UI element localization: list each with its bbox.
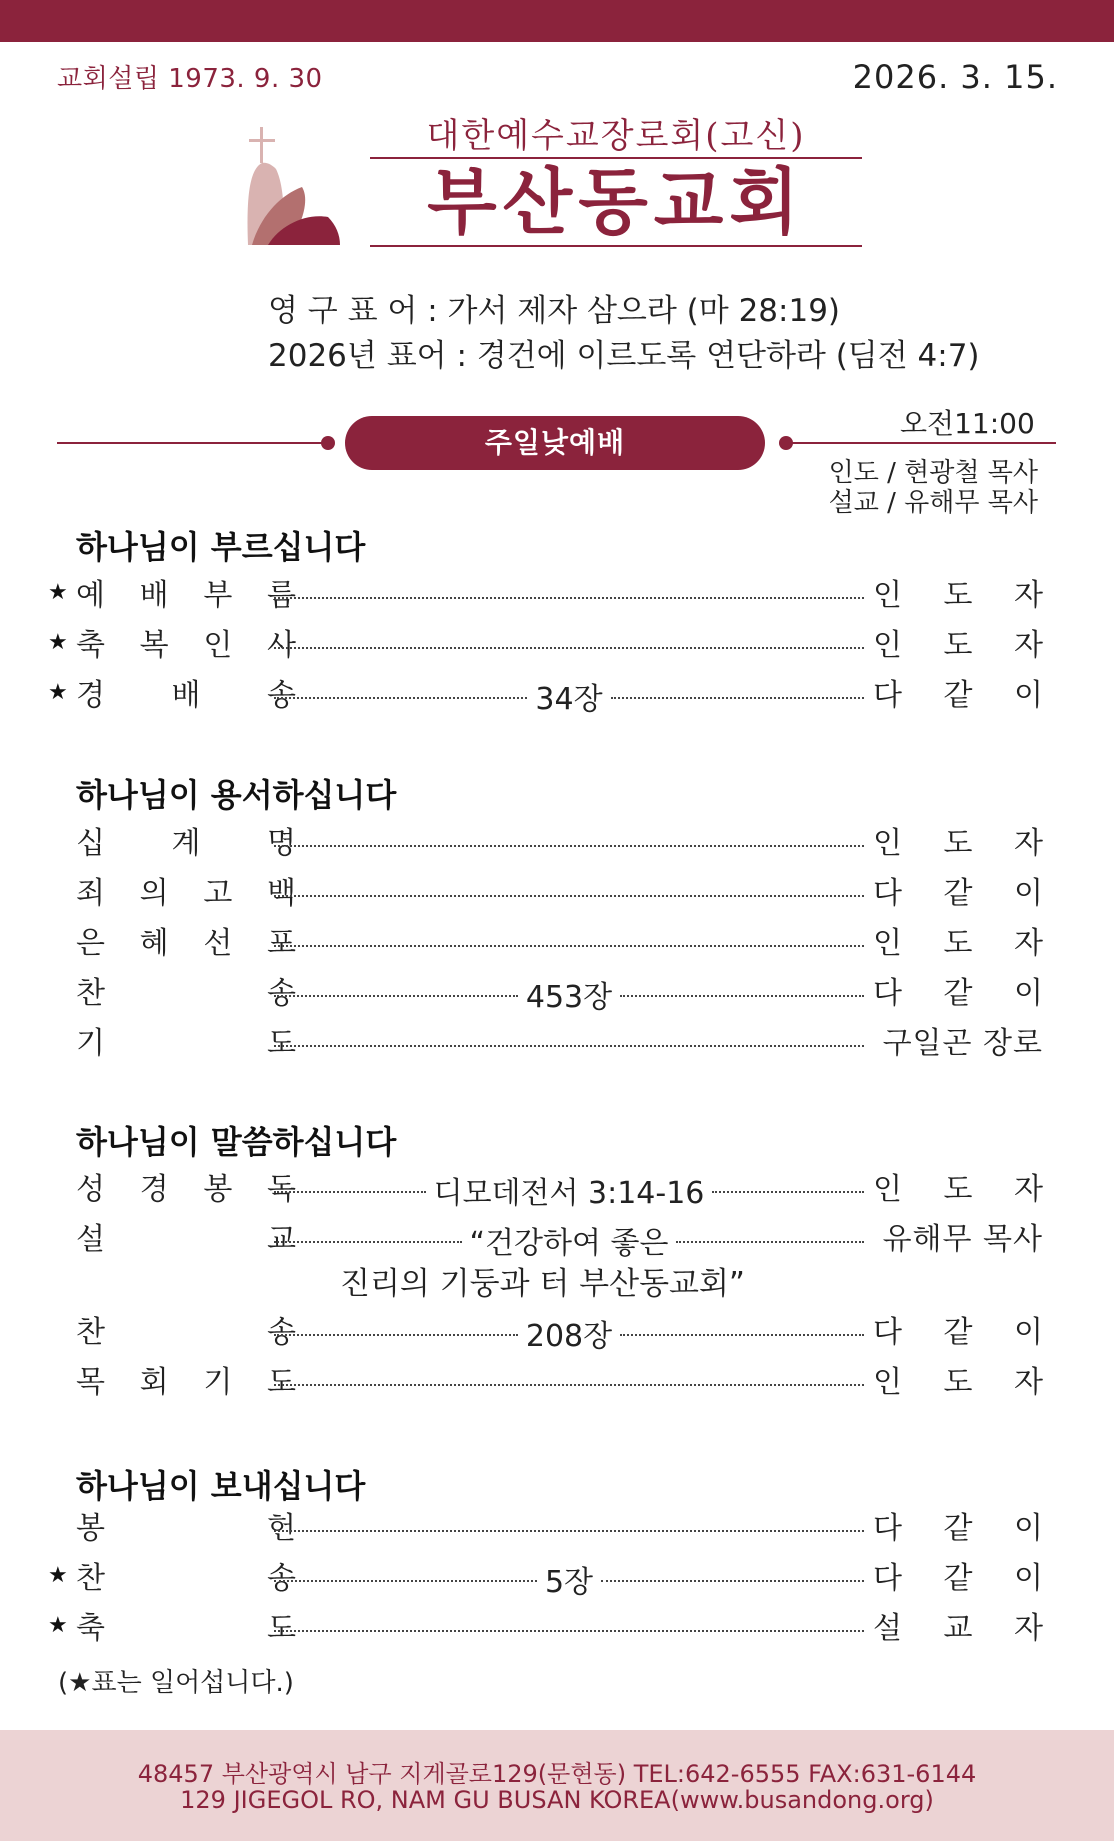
person-char: 다: [873, 1561, 902, 1596]
person-char: 도: [943, 826, 973, 861]
church-cross-logo-icon: [240, 125, 345, 250]
person-char: 인: [873, 578, 902, 613]
label-char: 도: [267, 1365, 296, 1400]
program-item-label: [76, 674, 296, 718]
person-char: 같: [943, 1315, 973, 1350]
person-char: 도: [943, 926, 973, 961]
section-title: 하나님이 말씀하십니다: [76, 1123, 397, 1161]
label-char: 축: [76, 1611, 105, 1646]
label-char: 계: [171, 826, 201, 861]
person-char: 인: [873, 628, 902, 663]
program-row: [48, 972, 1048, 1016]
divider: [370, 157, 862, 159]
program-row: [48, 1311, 1048, 1355]
label-char: 혜: [139, 926, 169, 961]
bulletin-date: 2026. 3. 15.: [852, 58, 1058, 96]
standing-star-icon: ★: [48, 580, 68, 605]
person-char: 이: [1014, 976, 1043, 1011]
person-char: 같: [943, 1561, 973, 1596]
person-char: 이: [1014, 1561, 1043, 1596]
person-char: 다: [873, 1511, 902, 1546]
label-char: 송: [267, 678, 296, 713]
program-item-person: [873, 1168, 1043, 1212]
program-item-person: [873, 822, 1043, 866]
dot-leader: [274, 822, 864, 866]
label-char: 경: [139, 1172, 169, 1207]
person-char: 자: [1014, 578, 1043, 613]
program-row: [48, 1507, 1048, 1551]
label-char: 인: [203, 628, 233, 663]
label-char: 축: [76, 628, 105, 663]
person-char: 같: [943, 876, 973, 911]
label-char: 명: [267, 826, 296, 861]
program-item-label: [76, 574, 296, 618]
person-char: 인: [873, 1365, 902, 1400]
person-char: 다: [873, 976, 902, 1011]
eternal-motto: 영 구 표 어 : 가서 제자 삼으라 (마 28:19): [268, 293, 841, 329]
label-char: 교: [267, 1222, 296, 1257]
program-row: [48, 1168, 1048, 1212]
divider: [57, 442, 327, 444]
program-row: [48, 1557, 1048, 1601]
person-char: 자: [1014, 1365, 1043, 1400]
label-char: 십: [76, 826, 105, 861]
person-char: 도: [943, 1365, 973, 1400]
person-char: 같: [943, 1511, 973, 1546]
section-title: 하나님이 용서하십니다: [76, 776, 397, 814]
sermon-title-continued: 진리의 기둥과 터 부산동교회”: [340, 1266, 745, 1302]
program-item-label: [76, 1218, 296, 1262]
person-char: 이: [1014, 678, 1043, 713]
label-char: 부: [203, 578, 233, 613]
program-row: [48, 1218, 1048, 1262]
program-row: [48, 872, 1048, 916]
program-item-person: [873, 624, 1043, 668]
label-char: 봉: [76, 1511, 105, 1546]
person-char: 도: [943, 578, 973, 613]
service-title: 주일낮예배: [345, 416, 765, 470]
program-row: [48, 1361, 1048, 1405]
label-char: 송: [267, 976, 296, 1011]
label-char: 포: [267, 926, 296, 961]
program-row: [48, 624, 1048, 668]
program-item-person: 유해무 목사: [882, 1222, 1043, 1257]
person-char: 도: [943, 628, 973, 663]
program-item-detail: 208장: [525, 1319, 613, 1354]
program-item-person: [873, 922, 1043, 966]
year-motto: 2026년 표어 : 경건에 이르도록 연단하라 (딤전 4:7): [268, 338, 980, 374]
program-item-person: [873, 1607, 1043, 1651]
person-char: 이: [1014, 876, 1043, 911]
dot-leader: [274, 972, 864, 1016]
person-char: 인: [873, 926, 902, 961]
dot-leader: [274, 1361, 864, 1405]
section-title: 하나님이 부르십니다: [76, 528, 366, 566]
program-item-label: [76, 1557, 296, 1601]
bullet-dot: [321, 436, 335, 450]
person-char: 자: [1014, 1611, 1043, 1646]
preacher-line: 설교 / 유해무 목사: [828, 488, 1038, 518]
label-char: 송: [267, 1315, 296, 1350]
label-char: 헌: [267, 1511, 296, 1546]
label-char: 선: [203, 926, 233, 961]
dot-leader: [274, 1168, 864, 1212]
label-char: 름: [267, 578, 296, 613]
label-char: 의: [139, 876, 169, 911]
person-char: 자: [1014, 1172, 1043, 1207]
program-row: [48, 922, 1048, 966]
program-item-detail: 453장: [525, 980, 613, 1015]
dot-leader: [274, 1557, 864, 1601]
label-char: 배: [171, 678, 201, 713]
dot-leader: [274, 1507, 864, 1551]
person-char: 인: [873, 1172, 902, 1207]
program-item-detail: 34장: [535, 682, 603, 717]
person-char: 다: [873, 678, 902, 713]
program-item-person: [873, 674, 1043, 718]
label-char: 설: [76, 1222, 105, 1257]
program-item-label: [76, 1022, 296, 1066]
standing-star-icon: ★: [48, 680, 68, 705]
presider-line: 인도 / 현광철 목사: [828, 458, 1038, 488]
dot-leader: [274, 574, 864, 618]
footer-address-en: 129 JIGEGOL RO, NAM GU BUSAN KOREA(www.busandong.org): [180, 1786, 934, 1814]
label-char: 독: [267, 1172, 296, 1207]
footer: [0, 1730, 1114, 1841]
label-char: 목: [76, 1365, 105, 1400]
dot-leader: [274, 872, 864, 916]
program-item-label: [76, 1311, 296, 1355]
person-char: 교: [943, 1611, 973, 1646]
person-char: 설: [873, 1611, 902, 1646]
program-row: [48, 1607, 1048, 1651]
program-item-person: [873, 574, 1043, 618]
label-char: 회: [139, 1365, 169, 1400]
founded-date: 교회설립 1973. 9. 30: [57, 64, 323, 94]
label-char: 성: [76, 1172, 105, 1207]
dot-leader: [274, 1607, 864, 1651]
divider: [786, 442, 1056, 444]
label-char: 복: [139, 628, 169, 663]
program-row: [48, 1022, 1048, 1066]
person-char: 같: [943, 678, 973, 713]
program-item-person: 구일곤 장로: [882, 1026, 1043, 1061]
program-item-label: [76, 624, 296, 668]
dot-leader: [274, 1022, 864, 1066]
program-item-label: [76, 822, 296, 866]
program-item-person: [873, 1557, 1043, 1601]
program-item-label: [76, 922, 296, 966]
program-item-label: [76, 972, 296, 1016]
person-char: 다: [873, 876, 902, 911]
program-item-detail: “건강하여 좋은: [469, 1226, 669, 1261]
standing-star-icon: ★: [48, 1563, 68, 1588]
standing-star-icon: ★: [48, 630, 68, 655]
dot-leader: [274, 624, 864, 668]
program-item-label: [76, 872, 296, 916]
dot-leader: [274, 674, 864, 718]
person-char: 인: [873, 826, 902, 861]
person-char: 도: [943, 1172, 973, 1207]
program-item-label: [76, 1607, 296, 1651]
label-char: 도: [267, 1026, 296, 1061]
label-char: 경: [76, 678, 105, 713]
person-char: 같: [943, 976, 973, 1011]
dot-leader: [274, 1218, 864, 1262]
label-char: 은: [76, 926, 105, 961]
label-char: 찬: [76, 976, 105, 1011]
dot-leader: [274, 922, 864, 966]
person-char: 자: [1014, 926, 1043, 961]
standing-note: (★표는 일어섭니다.): [58, 1668, 294, 1698]
label-char: 찬: [76, 1315, 105, 1350]
label-char: 고: [203, 876, 233, 911]
service-time: 오전11:00: [900, 407, 1035, 440]
program-item-detail: 디모데전서 3:14-16: [433, 1176, 705, 1211]
label-char: 찬: [76, 1561, 105, 1596]
divider: [370, 245, 862, 247]
denomination: 대한예수교장로회(고신): [426, 116, 806, 156]
program-item-label: [76, 1507, 296, 1551]
footer-address-ko: 48457 부산광역시 남구 지게골로129(문현동) TEL:642-6555 FAX:631-6144: [137, 1760, 977, 1788]
person-char: 다: [873, 1315, 902, 1350]
section-title: 하나님이 보내십니다: [76, 1467, 366, 1505]
program-item-person: [873, 972, 1043, 1016]
label-char: 기: [76, 1026, 105, 1061]
program-item-person: [873, 1311, 1043, 1355]
label-char: 기: [203, 1365, 233, 1400]
program-item-label: [76, 1361, 296, 1405]
program-item-person: [873, 872, 1043, 916]
dot-leader: [274, 1311, 864, 1355]
label-char: 봉: [203, 1172, 233, 1207]
label-char: 사: [267, 628, 296, 663]
program-row: [48, 674, 1048, 718]
person-char: 자: [1014, 628, 1043, 663]
program-item-label: [76, 1168, 296, 1212]
program-row: [48, 574, 1048, 618]
label-char: 배: [139, 578, 169, 613]
label-char: 죄: [76, 876, 105, 911]
program-item-person: [873, 1361, 1043, 1405]
program-row: [48, 822, 1048, 866]
church-name: 부산동교회: [427, 160, 805, 244]
label-char: 예: [76, 578, 105, 613]
label-char: 백: [267, 876, 296, 911]
program-item-detail: 5장: [544, 1565, 594, 1600]
program-item-person: [873, 1507, 1043, 1551]
person-char: 이: [1014, 1315, 1043, 1350]
label-char: 도: [267, 1611, 296, 1646]
standing-star-icon: ★: [48, 1613, 68, 1638]
person-char: 자: [1014, 826, 1043, 861]
person-char: 이: [1014, 1511, 1043, 1546]
top-color-bar: [0, 0, 1114, 42]
label-char: 송: [267, 1561, 296, 1596]
